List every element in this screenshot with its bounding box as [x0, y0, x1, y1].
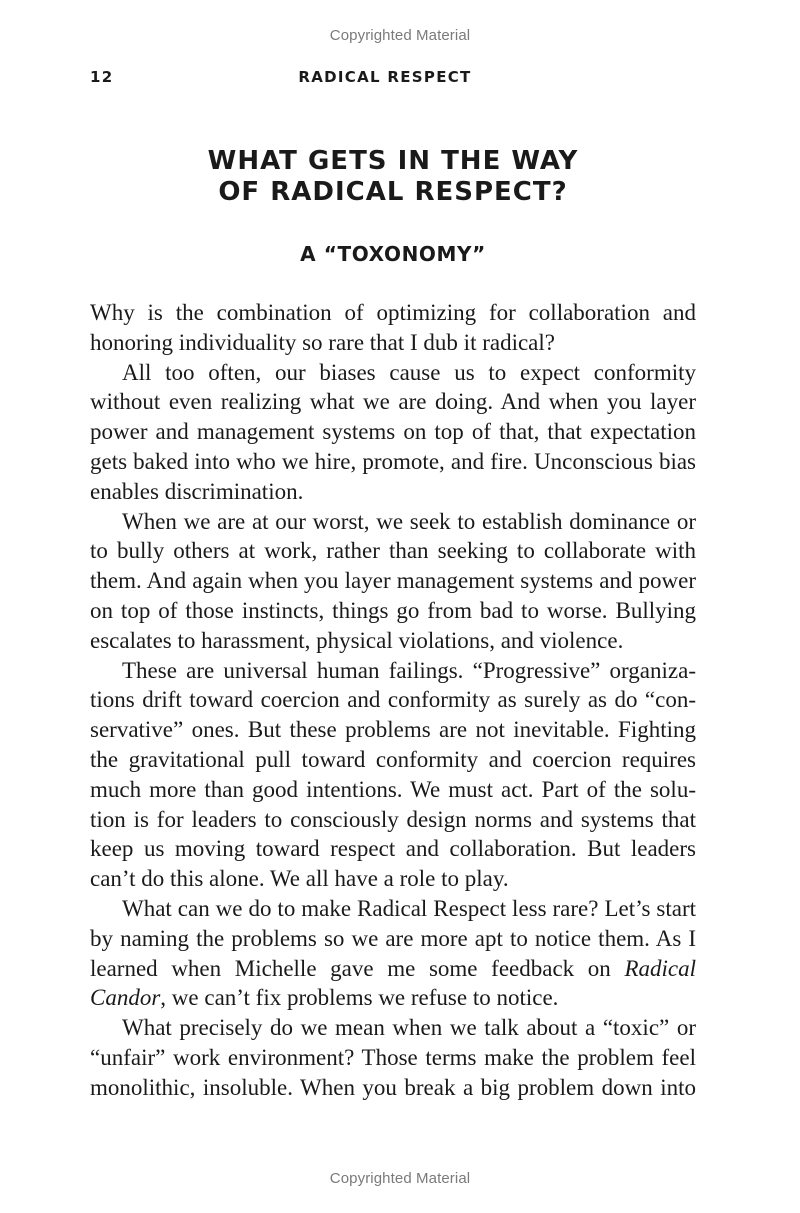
paragraph-5-text-before: What can we do to make Radical Respect less rare? Let’s start by naming the problems so we are more apt to notice them. As I learned when Michelle gave me some feedback on [90, 895, 696, 981]
page-number: 12 [90, 68, 114, 86]
chapter-subtitle: A “TOXONOMY” [300, 242, 486, 266]
paragraph-3: When we are at our worst, we seek to establish dominance or to bully others at work, rather than seeking to collaborate with them. And again when you layer management systems and power on top of those instincts, things go from bad to worse. Bullying escalates to harassment, physical violations, and violence. [90, 508, 696, 653]
paragraph-5-text-after: , we can’t fix problems we refuse to notice. [160, 985, 559, 1011]
copyright-watermark-bottom: Copyrighted Material [329, 1170, 471, 1187]
paragraph-4: These are universal human failings. “Progressive” organizations drift toward coercion and conformity as surely as do “conservative” ones. But these problems are not inevitable. Fighting the gravitational pull toward conformity and coercion requires much more than good intentions. We must act. Part of the solution is for leaders to consciously design norms and systems that keep us moving toward respect and collaboration. But leaders can’t do this alone. We all have a role to play. [90, 657, 696, 892]
paragraph-2: All too often, our biases cause us to expect conformity without even realizing what we are doing. And when you layer power and management systems on top of that, that expectation gets baked into who we hire, promote, and fire. Unconscious bias enables discrimination. [90, 359, 696, 504]
book-title: RADICAL RESPECT [298, 68, 472, 86]
paragraph-6: What precisely do we mean when we talk about a “toxic” or “unfair” work environment? Those terms make the problem feel monolithic, insoluble. When you break a big problem down into [90, 1015, 696, 1100]
paragraph-5 [90, 894, 696, 1013]
book-reference-italic: Radical Candor [90, 955, 696, 1011]
copyright-watermark-top: Copyrighted Material [329, 27, 471, 44]
paragraph-1: Why is the combination of optimizing for collaboration and honoring individuality so rare that I dub it radical? [90, 300, 696, 355]
chapter-title-line-1: WHAT GETS IN THE WAY [207, 146, 579, 176]
body-text [90, 298, 696, 1103]
chapter-title-line-2: OF RADICAL RESPECT? [218, 177, 568, 207]
chapter-title [90, 146, 696, 208]
